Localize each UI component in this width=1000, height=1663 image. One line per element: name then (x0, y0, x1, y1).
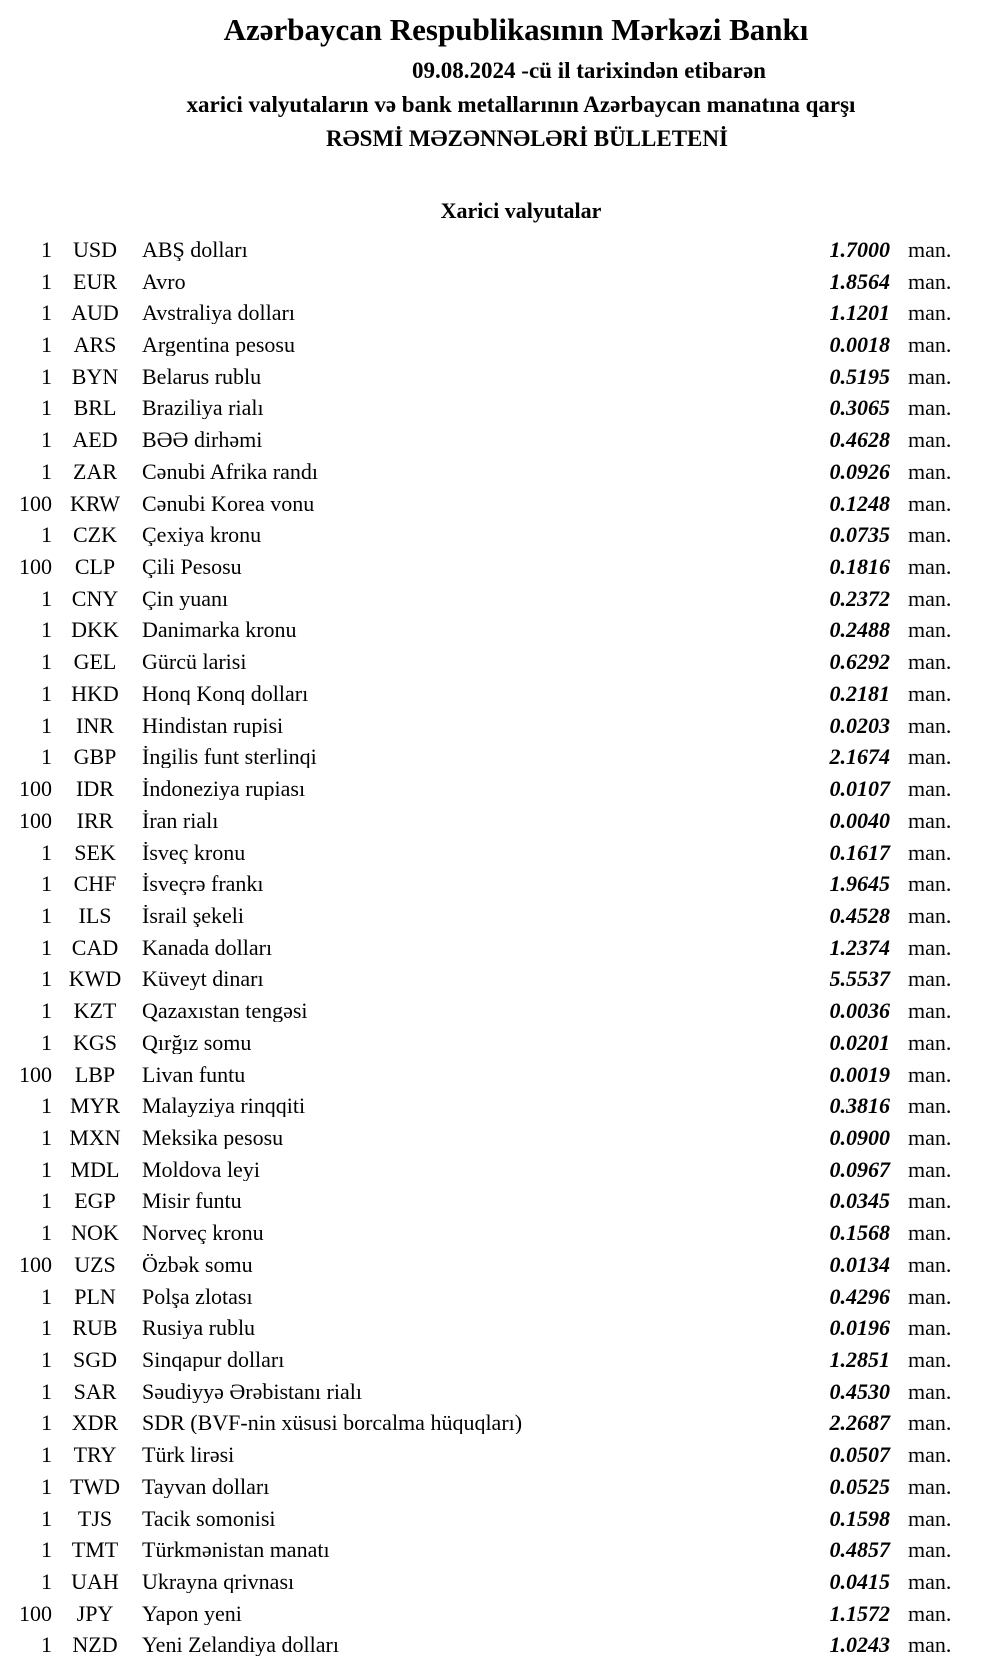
bank-title: Azərbaycan Respublikasının Mərkəzi Bankı (223, 12, 809, 47)
rate-value-cell: 1.2374 (829, 934, 890, 960)
currency-code-cell: GEL (73, 649, 117, 675)
quantity-cell: 1 (41, 1220, 52, 1246)
table-row (0, 995, 970, 1027)
quantity-cell: 1 (41, 363, 52, 389)
quantity-cell: 100 (19, 1600, 52, 1626)
rate-value-cell: 0.4528 (829, 902, 890, 928)
currency-code-cell: USD (72, 236, 117, 262)
rate-unit-cell: man. (908, 617, 952, 643)
rate-unit-cell: man. (908, 1347, 952, 1373)
currency-name-cell: Çin yuanı (142, 587, 229, 610)
rate-value-cell: 0.2181 (829, 680, 890, 706)
rate-unit-cell: man. (908, 1093, 952, 1119)
currency-code-cell: EUR (73, 268, 117, 294)
currency-name-cell: Rusiya rublu (142, 1317, 256, 1340)
quantity-cell: 1 (41, 1537, 52, 1563)
quantity-cell: 1 (41, 1156, 52, 1182)
rate-value-cell: 0.4857 (829, 1537, 890, 1563)
rate-value-cell: 0.0018 (829, 332, 890, 358)
rate-value-cell: 0.4296 (829, 1283, 890, 1309)
table-row (0, 837, 970, 869)
quantity-cell: 1 (41, 712, 52, 738)
table-row (0, 1408, 970, 1440)
rate-unit-cell: man. (908, 934, 952, 960)
currency-code-cell: CLP (74, 554, 116, 580)
table-row (0, 1312, 970, 1344)
currency-code-cell: SGD (72, 1347, 117, 1373)
quantity-cell: 1 (41, 934, 52, 960)
rate-value-cell: 0.0525 (829, 1473, 890, 1499)
quantity-cell: 1 (41, 680, 52, 706)
currency-code-cell: NOK (71, 1220, 119, 1246)
table-row (0, 1059, 970, 1091)
rate-value-cell: 0.0967 (829, 1156, 890, 1182)
table-row (0, 361, 970, 393)
rate-unit-cell: man. (908, 490, 952, 516)
rate-unit-cell: man. (908, 1569, 952, 1595)
quantity-cell: 1 (41, 332, 52, 358)
table-row (0, 1090, 970, 1122)
quantity-cell: 100 (19, 776, 52, 802)
rate-unit-cell: man. (908, 268, 952, 294)
currency-name-cell: İsveçrə frankı (142, 873, 264, 896)
quantity-cell: 1 (41, 1378, 52, 1404)
table-row (0, 1630, 970, 1662)
rate-unit-cell: man. (908, 902, 952, 928)
currency-code-cell: LBP (74, 1061, 116, 1087)
quantity-cell: 1 (41, 998, 52, 1024)
currency-name-cell: Çexiya kronu (142, 524, 262, 547)
rate-unit-cell: man. (908, 1632, 952, 1658)
rates-table (0, 234, 970, 1661)
currency-name-cell: Norveç kronu (142, 1222, 264, 1245)
rate-value-cell: 5.5537 (829, 966, 890, 992)
table-row (0, 1281, 970, 1313)
rate-unit-cell: man. (908, 1061, 952, 1087)
table-row (0, 424, 970, 456)
currency-name-cell: Çili Pesosu (142, 556, 242, 579)
rate-unit-cell: man. (908, 1473, 952, 1499)
quantity-cell: 1 (41, 1283, 52, 1309)
currency-code-cell: MXN (69, 1124, 121, 1150)
rate-value-cell: 0.0203 (829, 712, 890, 738)
currency-code-cell: JPY (76, 1600, 114, 1626)
quantity-cell: 1 (41, 966, 52, 992)
rate-value-cell: 0.3816 (829, 1093, 890, 1119)
currency-name-cell: Livan funtu (142, 1063, 246, 1086)
currency-code-cell: ARS (73, 332, 117, 358)
rate-value-cell: 0.3065 (829, 395, 890, 421)
quantity-cell: 1 (41, 649, 52, 675)
rate-value-cell: 0.0735 (829, 522, 890, 548)
currency-code-cell: PLN (74, 1283, 116, 1309)
rate-value-cell: 0.0507 (829, 1442, 890, 1468)
rate-value-cell: 0.0134 (829, 1251, 890, 1277)
quantity-cell: 1 (41, 427, 52, 453)
rate-unit-cell: man. (908, 395, 952, 421)
rate-unit-cell: man. (908, 1537, 952, 1563)
currency-name-cell: Türkmənistan manatı (142, 1539, 330, 1562)
quantity-cell: 100 (19, 490, 52, 516)
rate-value-cell: 0.1568 (829, 1220, 890, 1246)
quantity-cell: 1 (41, 1347, 52, 1373)
rate-unit-cell: man. (908, 1410, 952, 1436)
table-row (0, 1439, 970, 1471)
table-row (0, 710, 970, 742)
rate-value-cell: 0.0926 (829, 458, 890, 484)
table-row (0, 456, 970, 488)
currency-code-cell: CAD (71, 934, 119, 960)
rate-unit-cell: man. (908, 966, 952, 992)
rate-value-cell: 1.1201 (829, 300, 890, 326)
currency-name-cell: Sinqapur dolları (142, 1349, 285, 1372)
currency-name-cell: Danimarka kronu (142, 619, 297, 642)
rate-unit-cell: man. (908, 839, 952, 865)
currency-code-cell: TWD (69, 1473, 121, 1499)
quantity-cell: 1 (41, 902, 52, 928)
rate-value-cell: 0.2488 (829, 617, 890, 643)
currency-code-cell: CHF (73, 871, 117, 897)
currency-code-cell: MDL (70, 1156, 120, 1182)
currency-name-cell: Küveyt dinarı (142, 968, 264, 991)
currency-name-cell: Ukrayna qrivnası (142, 1571, 295, 1594)
currency-code-cell: KRW (69, 490, 121, 516)
currency-name-cell: Honq Konq dolları (142, 682, 309, 705)
table-row (0, 1217, 970, 1249)
rate-value-cell: 0.2372 (829, 585, 890, 611)
currency-name-cell: Səudiyyə Ərəbistanı rialı (142, 1380, 362, 1403)
currency-name-cell: Tacik somonisi (142, 1507, 276, 1530)
table-row (0, 1376, 970, 1408)
rate-unit-cell: man. (908, 1315, 952, 1341)
currency-name-cell: İngilis funt sterlinqi (142, 746, 317, 769)
currency-code-cell: TRY (73, 1442, 117, 1468)
currency-code-cell: HKD (71, 680, 119, 706)
table-row (0, 1503, 970, 1535)
currency-code-cell: IDR (76, 776, 114, 802)
table-row (0, 932, 970, 964)
quantity-cell: 1 (41, 839, 52, 865)
currency-name-cell: Avro (142, 270, 186, 293)
rate-value-cell: 0.0415 (829, 1569, 890, 1595)
currency-code-cell: CZK (73, 522, 117, 548)
rate-unit-cell: man. (908, 1600, 952, 1626)
rate-value-cell: 1.1572 (829, 1600, 890, 1626)
table-row (0, 488, 970, 520)
rate-value-cell: 0.6292 (829, 649, 890, 675)
currency-name-cell: Cənubi Afrika randı (142, 460, 318, 483)
rate-value-cell: 0.0900 (829, 1124, 890, 1150)
section-title-foreign-currencies: Xarici valyutalar (440, 198, 602, 223)
rate-value-cell: 1.8564 (829, 268, 890, 294)
currency-code-cell: XDR (71, 1410, 119, 1436)
currency-code-cell: SEK (74, 839, 116, 865)
table-row (0, 519, 970, 551)
currency-code-cell: KZT (73, 998, 117, 1024)
quantity-cell: 1 (41, 458, 52, 484)
table-row (0, 964, 970, 996)
currency-code-cell: SAR (73, 1378, 117, 1404)
table-row (0, 1566, 970, 1598)
table-row (0, 678, 970, 710)
currency-code-cell: BYN (71, 363, 119, 389)
currency-name-cell: Malayziya rinqqiti (142, 1095, 306, 1118)
currency-name-cell: Yeni Zelandiya dolları (142, 1634, 339, 1657)
rate-value-cell: 0.0036 (829, 998, 890, 1024)
currency-code-cell: NZD (72, 1632, 118, 1658)
rate-unit-cell: man. (908, 363, 952, 389)
table-row (0, 1534, 970, 1566)
table-row (0, 1344, 970, 1376)
currency-name-cell: Yapon yeni (142, 1602, 242, 1625)
currency-name-cell: İsveç kronu (142, 841, 246, 864)
quantity-cell: 1 (41, 1029, 52, 1055)
currency-name-cell: ABŞ dolları (142, 238, 248, 261)
currency-code-cell: KWD (68, 966, 122, 992)
rate-value-cell: 1.7000 (829, 236, 890, 262)
currency-name-cell: Kanada dolları (142, 936, 273, 959)
rate-unit-cell: man. (908, 300, 952, 326)
rate-unit-cell: man. (908, 585, 952, 611)
rate-unit-cell: man. (908, 236, 952, 262)
currency-name-cell: İsrail şekeli (142, 904, 245, 927)
currency-name-cell: Tayvan dolları (142, 1475, 270, 1498)
currency-code-cell: AED (72, 427, 118, 453)
rate-value-cell: 0.1617 (829, 839, 890, 865)
table-row (0, 329, 970, 361)
table-row (0, 1154, 970, 1186)
rate-unit-cell: man. (908, 1251, 952, 1277)
currency-code-cell: BRL (73, 395, 117, 421)
currency-name-cell: Cənubi Korea vonu (142, 492, 315, 515)
rate-value-cell: 0.4530 (829, 1378, 890, 1404)
rate-value-cell: 0.0107 (829, 776, 890, 802)
rate-unit-cell: man. (908, 1124, 952, 1150)
rate-unit-cell: man. (908, 458, 952, 484)
currency-code-cell: RUB (72, 1315, 118, 1341)
currency-code-cell: TJS (77, 1505, 113, 1531)
rate-value-cell: 1.0243 (829, 1632, 890, 1658)
table-row (0, 1027, 970, 1059)
currency-code-cell: KGS (72, 1029, 117, 1055)
quantity-cell: 100 (19, 807, 52, 833)
currency-name-cell: Türk lirəsi (142, 1444, 235, 1467)
rate-value-cell: 0.0196 (829, 1315, 890, 1341)
rate-unit-cell: man. (908, 744, 952, 770)
table-row (0, 1186, 970, 1218)
rate-unit-cell: man. (908, 1505, 952, 1531)
quantity-cell: 1 (41, 744, 52, 770)
quantity-cell: 100 (19, 1251, 52, 1277)
table-row (0, 742, 970, 774)
quantity-cell: 1 (41, 585, 52, 611)
quantity-cell: 1 (41, 1442, 52, 1468)
quantity-cell: 1 (41, 1632, 52, 1658)
rate-value-cell: 2.2687 (829, 1410, 890, 1436)
rate-unit-cell: man. (908, 1283, 952, 1309)
rate-value-cell: 0.0040 (829, 807, 890, 833)
currency-name-cell: BƏƏ dirhəmi (142, 429, 263, 452)
table-row (0, 393, 970, 425)
currency-name-cell: Moldova leyi (142, 1158, 260, 1181)
rate-value-cell: 0.4628 (829, 427, 890, 453)
rate-unit-cell: man. (908, 1188, 952, 1214)
quantity-cell: 1 (41, 236, 52, 262)
currency-name-cell: Hindistan rupisi (142, 714, 284, 737)
rate-unit-cell: man. (908, 427, 952, 453)
currency-name-cell: Braziliya rialı (142, 397, 264, 420)
quantity-cell: 1 (41, 1188, 52, 1214)
rate-value-cell: 0.0019 (829, 1061, 890, 1087)
rate-value-cell: 2.1674 (829, 744, 890, 770)
quantity-cell: 1 (41, 1410, 52, 1436)
currency-code-cell: INR (76, 712, 114, 738)
currency-code-cell: DKK (71, 617, 119, 643)
rate-unit-cell: man. (908, 680, 952, 706)
table-row (0, 615, 970, 647)
quantity-cell: 1 (41, 1124, 52, 1150)
bulletin-title: RƏSMİ MƏZƏNNƏLƏRİ BÜLLETENİ (326, 126, 728, 151)
rate-unit-cell: man. (908, 998, 952, 1024)
subtitle-line: xarici valyutaların və bank metallarının Azərbaycan manatına qarşı (186, 92, 856, 117)
currency-code-cell: IRR (76, 807, 114, 833)
quantity-cell: 1 (41, 1093, 52, 1119)
table-row (0, 868, 970, 900)
table-row (0, 297, 970, 329)
table-row (0, 1122, 970, 1154)
currency-code-cell: GBP (73, 744, 117, 770)
currency-name-cell: Belarus rublu (142, 365, 262, 388)
currency-name-cell: Misir funtu (142, 1190, 242, 1213)
quantity-cell: 1 (41, 300, 52, 326)
quantity-cell: 1 (41, 268, 52, 294)
currency-code-cell: UAH (71, 1569, 119, 1595)
rate-unit-cell: man. (908, 649, 952, 675)
rate-value-cell: 1.9645 (829, 871, 890, 897)
currency-code-cell: EGP (74, 1188, 116, 1214)
quantity-cell: 1 (41, 522, 52, 548)
rate-unit-cell: man. (908, 1029, 952, 1055)
rate-unit-cell: man. (908, 554, 952, 580)
table-row (0, 551, 970, 583)
rate-unit-cell: man. (908, 522, 952, 548)
table-row (0, 646, 970, 678)
table-row (0, 266, 970, 298)
table-row (0, 1471, 970, 1503)
rate-unit-cell: man. (908, 1378, 952, 1404)
currency-name-cell: Meksika pesosu (142, 1126, 284, 1149)
quantity-cell: 1 (41, 395, 52, 421)
rate-value-cell: 0.1816 (829, 554, 890, 580)
currency-name-cell: Gürcü larisi (142, 651, 247, 674)
currency-code-cell: ZAR (73, 458, 117, 484)
rate-value-cell: 0.1248 (829, 490, 890, 516)
quantity-cell: 100 (19, 554, 52, 580)
currency-name-cell: Argentina pesosu (142, 334, 295, 357)
currency-name-cell: Avstraliya dolları (142, 302, 295, 325)
quantity-cell: 1 (41, 1569, 52, 1595)
quantity-cell: 1 (41, 1473, 52, 1499)
currency-name-cell: Özbək somu (142, 1253, 253, 1276)
currency-name-cell: Qırğız somu (142, 1031, 252, 1054)
table-row (0, 773, 970, 805)
rate-value-cell: 0.5195 (829, 363, 890, 389)
quantity-cell: 1 (41, 871, 52, 897)
currency-code-cell: TMT (71, 1537, 119, 1563)
currency-code-cell: AUD (71, 300, 119, 326)
quantity-cell: 1 (41, 1505, 52, 1531)
currency-code-cell: UZS (74, 1251, 116, 1277)
table-row (0, 234, 970, 266)
rate-unit-cell: man. (908, 1156, 952, 1182)
currency-name-cell: Polşa zlotası (142, 1285, 253, 1308)
currency-name-cell: Qazaxıstan tengəsi (142, 1000, 308, 1023)
rate-value-cell: 1.2851 (829, 1347, 890, 1373)
quantity-cell: 100 (19, 1061, 52, 1087)
rate-value-cell: 0.0345 (829, 1188, 890, 1214)
rate-unit-cell: man. (908, 332, 952, 358)
rate-value-cell: 0.0201 (829, 1029, 890, 1055)
currency-code-cell: ILS (78, 902, 112, 928)
currency-name-cell: İndoneziya rupiası (142, 778, 306, 801)
currency-code-cell: CNY (71, 585, 119, 611)
quantity-cell: 1 (41, 617, 52, 643)
table-row (0, 805, 970, 837)
rate-unit-cell: man. (908, 807, 952, 833)
quantity-cell: 1 (41, 1315, 52, 1341)
rate-unit-cell: man. (908, 1220, 952, 1246)
effective-date-line: 09.08.2024 -cü il tarixindən etibarən (412, 58, 766, 83)
currency-name-cell: SDR (BVF-nin xüsusi borcalma hüquqları) (142, 1412, 523, 1435)
table-row (0, 583, 970, 615)
rate-unit-cell: man. (908, 712, 952, 738)
table-row (0, 1598, 970, 1630)
rate-value-cell: 0.1598 (829, 1505, 890, 1531)
table-row (0, 1249, 970, 1281)
currency-name-cell: İran rialı (142, 809, 219, 832)
rate-unit-cell: man. (908, 871, 952, 897)
rate-unit-cell: man. (908, 1442, 952, 1468)
table-row (0, 900, 970, 932)
rate-unit-cell: man. (908, 776, 952, 802)
currency-code-cell: MYR (69, 1093, 121, 1119)
